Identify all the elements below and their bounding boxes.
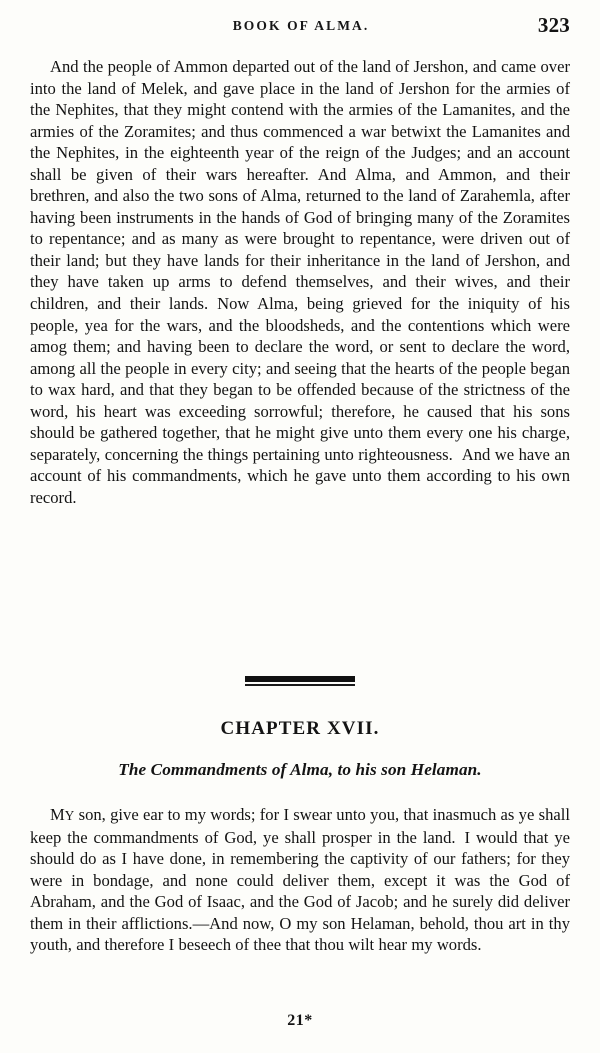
text-block-secondary: [30, 804, 570, 956]
divider-inner: [245, 676, 355, 686]
paragraph-two-part-a: son, give ear to my words; for I swear unto you, that inasmuch as ye shall keep the commandments of God, ye shall prosper in the land.: [30, 805, 570, 847]
paragraph-two-part-b: I would that ye should do as I have done, in remembering the captivity of our fathers; for they were in bondage, and none could deliver them, except it was the God of Abraham, and the God of Isaac, and the God of Jacob; and he surely did deliver them in their afflictions.—And now, O my son Helaman, behold, thou art in thy youth, and therefore I beseech of thee that thou wilt hear my words.: [30, 827, 570, 955]
paragraph-one-part-b: And Alma, and Ammon, and their brethren, and also the two sons of Alma, returned to the land of Zarahemla, after having been instruments in the hands of God of bringing many of the Zoramites to repentance; and as many as were brought to repentance, were driven out of their land; but they have lands for their inheritance in the land of Jershon, and they have taken up arms to defend themselves, and their wives, and their children, and their lands.: [30, 164, 570, 314]
text-block-primary: [30, 56, 570, 508]
running-head-title: BOOK OF ALMA.: [232, 18, 370, 33]
signature-mark: 21*: [287, 1012, 313, 1029]
chapter-subtitle: The Commandments of Alma, to his son Helaman.: [118, 760, 482, 779]
paragraph-two-initial: M: [50, 805, 65, 824]
page-number: 323: [537, 13, 570, 37]
paragraph-two: [30, 804, 570, 956]
chapter-heading: CHAPTER XVII.: [220, 718, 380, 739]
paragraph-one-part-c: Now Alma, being grieved for the iniquity of his people, yea for the wars, and the bloodsheds, and the contentions which were amog them; and having been to declare the word, or sent to declare the word, among all the people in every city; and seeing that the hearts of the people began to wax hard, and that they began to be offended because of the strictness of the word, his heart was exceeding sorrowful; therefore, he caused that his sons should be gathered together, that he might give unto them every one his charge, separately, concerning the things pertaining unto righteousness.: [30, 294, 570, 464]
paragraph-one: [30, 56, 570, 508]
divider-rule-thin: [245, 684, 355, 686]
paragraph-two-smallcap: Y: [64, 808, 75, 823]
paragraph-one-part-d: And we have an account of his commandments, which he gave unto them according to his own record.: [30, 444, 571, 507]
running-head: [30, 13, 570, 40]
paragraph-one-part-a: And the people of Ammon departed out of the land of Jershon, and came over into the land of Melek, and gave place in the land of Jershon for the armies of the Nephites, that they might contend with the armies of the Lamanites, and the armies of the Zoramites; and thus commenced a war betwixt the Lamanites and the Nephites, in the eighteenth year of the reign of the Judges; and an account shall be given of their wars hereafter.: [30, 57, 570, 184]
section-divider: [0, 676, 600, 690]
